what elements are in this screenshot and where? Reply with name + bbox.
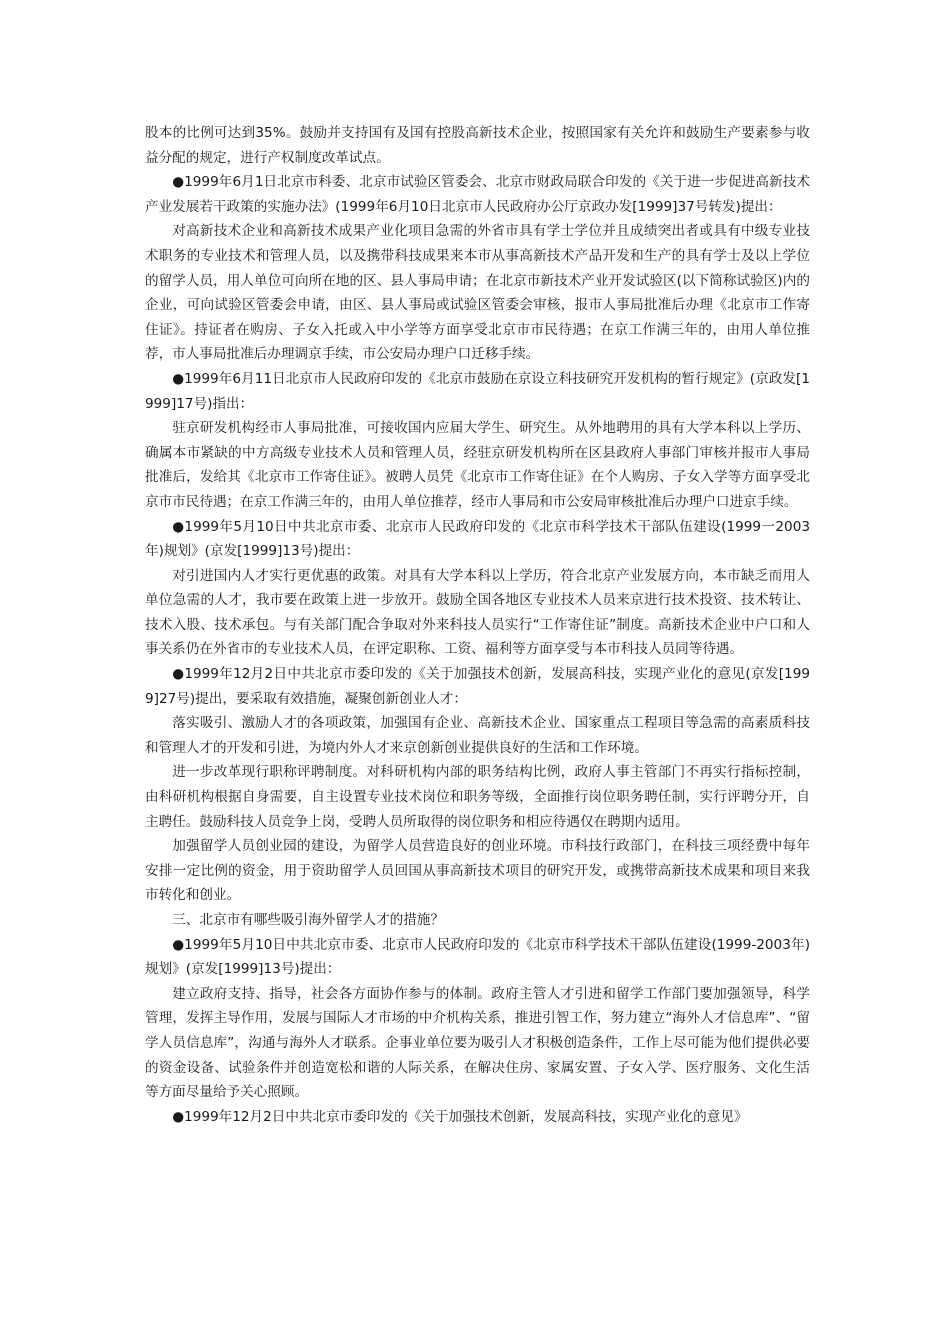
paragraph: 对引进国内人才实行更优惠的政策。对具有大学本科以上学历，符合北京产业发展方向，本市缺乏而用人单位急需的人才，我市要在政策上进一步放开。鼓励全国各地区专业技术人员来京进行技术投资、技术转让、技术入股、技术承包。与有关部门配合争取对外来科技人员实行“工作寄住证”制度。高新技术企业中户口和人事关系仍在外省市的专业技术人员，在评定职称、工资、福利等方面享受与本市科技人员同等待遇。 bbox=[145, 567, 810, 658]
paragraph: 驻京研发机构经市人事局批准，可接收国内应届大学生、研究生。从外地聘用的具有大学本科以上学历、确属本市紧缺的中方高级专业技术人员和管理人员，经驻京研发机构所在区县政府人事部门审核并报市人事局批准后，发给其《北京市工作寄住证》。被聘人员凭《北京市工作寄住证》在个人购房、子女入学等方面享受北京市市民待遇；在京工作满三年的，由用人单位推荐，经市人事局和市公安局审核批准后办理户口进京手续。 bbox=[145, 420, 810, 510]
paragraph: 对高新技术企业和高新技术成果产业化项目急需的外省市具有学士学位并且成绩突出者或具有中级专业技术职务的专业技术和管理人员，以及携带科技成果来本市从事高新技术产品开发和生产的具有学士及以上学位的留学人员，用人单位可向所在地的区、县人事局申请；在北京市新技术产业开发试验区(以下简称试验区)内的企业，可向试验区管委会申请，由区、县人事局或试验区管委会审核，报市人事局批准后办理《北京市工作寄住证》。持证者在购房、子女入托或入中小学等方面享受北京市市民待遇；在京工作满三年的，由用人单位推荐，市人事局批准后办理调京手续，市公安局办理户口迁移手续。 bbox=[145, 223, 810, 363]
section-heading: 三、北京市有哪些吸引海外留学人才的措施？ bbox=[172, 912, 445, 928]
paragraph: ●1999年5月10日中共北京市委、北京市人民政府印发的《北京市科学技术干部队伍建设(1999一2003年)规划》(京发[1999]13号)提出： bbox=[145, 518, 810, 560]
paragraph: 股本的比例可达到35%。鼓励并支持国有及国有控股高新技术企业，按照国家有关允许和鼓励生产要素参与收益分配的规定，进行产权制度改革试点。 bbox=[145, 125, 810, 166]
paragraph: ●1999年6月11日北京市人民政府印发的《北京市鼓励在京设立科技研究开发机构的暂行规定》(京政发[1999]17号)指出： bbox=[145, 370, 810, 412]
paragraph: ●1999年5月10日中共北京市委、北京市人民政府印发的《北京市科学技术干部队伍建设(1999-2003年)规划》(京发[1999]13号)提出： bbox=[145, 936, 810, 978]
paragraph: ●1999年12月2日中共北京市委印发的《关于加强技术创新，发展高科技，实现产业化的意见》 bbox=[172, 1108, 748, 1125]
paragraph: 建立政府支持、指导，社会各方面协作参与的体制。政府主管人才引进和留学工作部门要加强领导，科学管理，发挥主导作用，发展与国际人才市场的中介机构关系，推进引智工作，努力建立“海外人才信息库”、“留学人员信息库”，沟通与海外人才联系。企事业单位要为吸引人才积极创造条件，工作上尽可能为他们提供必要的资金设备、试验条件并创造宽松和谐的人际关系，在解决住房、家属安置、子女入学、医疗服务、文化生活等方面尽量给予关心照顾。 bbox=[145, 985, 810, 1101]
paragraph: ●1999年6月1日北京市科委、北京市试验区管委会、北京市财政局联合印发的《关于进一步促进高新技术产业发展若干政策的实施办法》(1999年6月10日北京市人民政府办公厅京政办发[1999]37号转发)提出： bbox=[145, 174, 810, 215]
paragraph: 加强留学人员创业园的建设，为留学人员营造良好的创业环境。市科技行政部门，在科技三项经费中每年安排一定比例的资金，用于资助留学人员回国从事高新技术项目的研究开发，或携带高新技术成果和项目来我市转化和创业。 bbox=[145, 838, 810, 904]
document-body bbox=[145, 121, 810, 1129]
paragraph: 落实吸引、激励人才的各项政策，加强国有企业、高新技术企业、国家重点工程项目等急需的高素质科技和管理人才的开发和引进，为境内外人才来京创新创业提供良好的生活和工作环境。 bbox=[145, 715, 810, 756]
paragraph: 进一步改革现行职称评聘制度。对科研机构内部的职务结构比例，政府人事主管部门不再实行指标控制，由科研机构根据自身需要，自主设置专业技术岗位和职务等级，全面推行岗位职务聘任制，实行评聘分开，自主聘任。鼓励科技人员竞争上岗，受聘人员所取得的岗位职务和相应待遇仅在聘期内适用。 bbox=[145, 764, 810, 830]
paragraph: ●1999年12月2日中共北京市委印发的《关于加强技术创新，发展高科技，实现产业化的意见(京发[1999]27号)提出，要采取有效措施，凝聚创新创业人才： bbox=[145, 666, 810, 707]
